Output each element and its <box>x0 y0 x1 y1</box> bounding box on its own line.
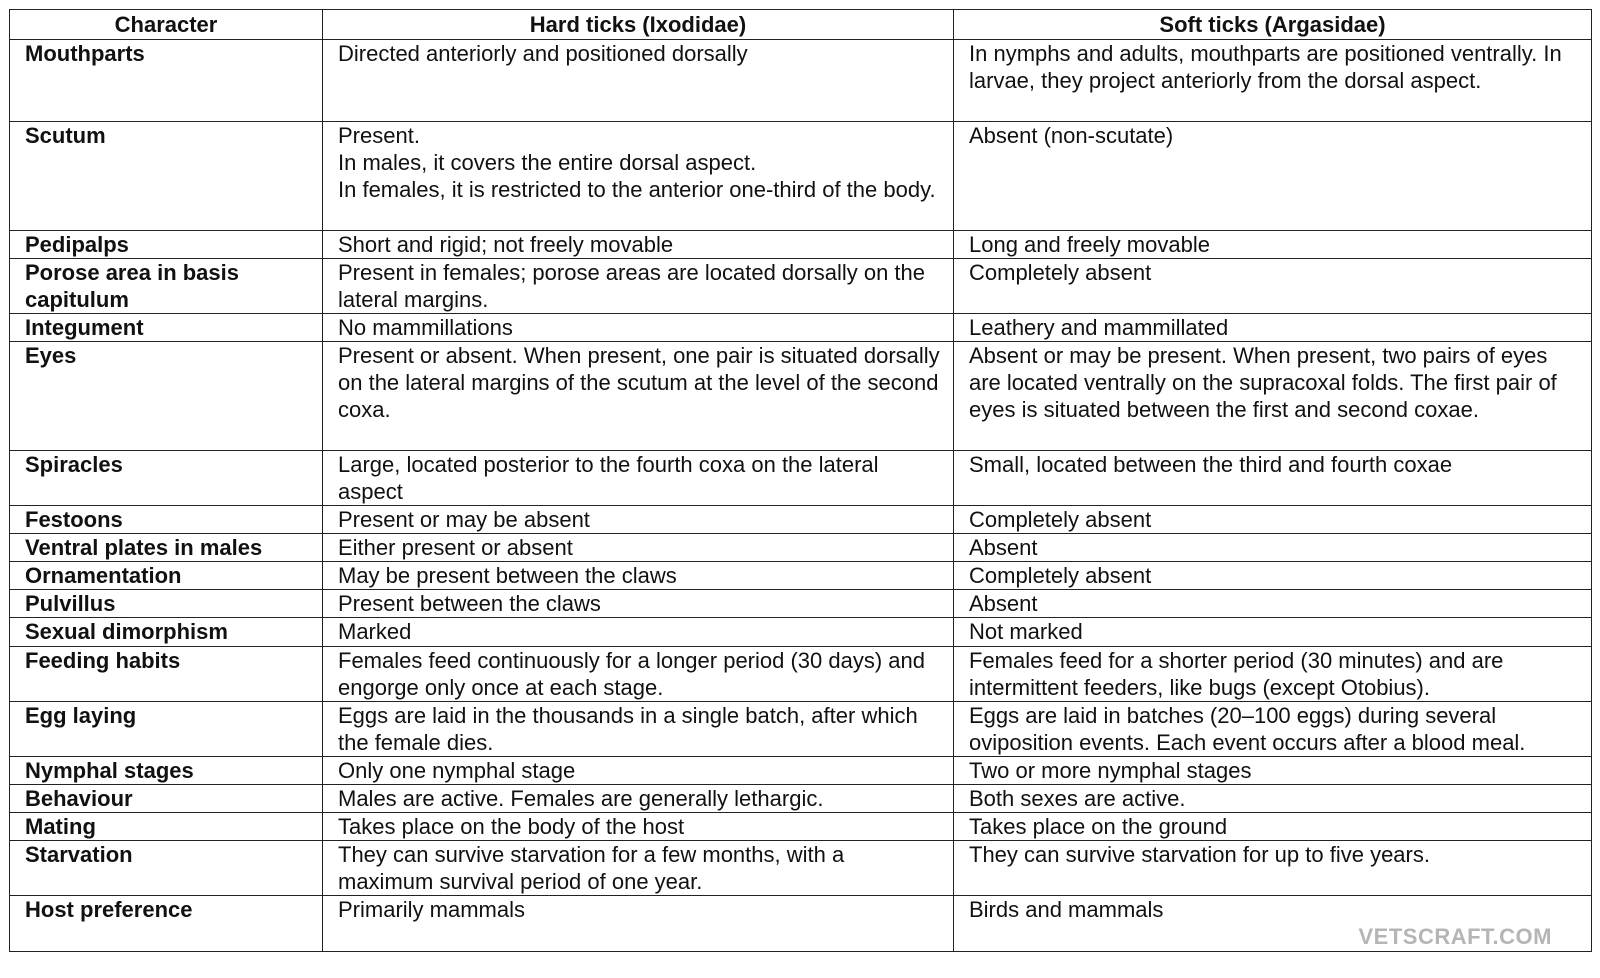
cell-character: Festoons <box>10 506 323 534</box>
cell-character: Ornamentation <box>10 562 323 590</box>
header-soft-ticks: Soft ticks (Argasidae) <box>954 10 1592 40</box>
cell-hard-ticks: Directed anteriorly and positioned dorsally <box>323 40 954 122</box>
table-row <box>10 896 1592 952</box>
cell-character: Pedipalps <box>10 231 323 259</box>
table-row <box>10 259 1592 314</box>
cell-soft-ticks: Both sexes are active. <box>954 785 1592 813</box>
table-row <box>10 702 1592 757</box>
cell-hard-ticks: Males are active. Females are generally lethargic. <box>323 785 954 813</box>
cell-hard-ticks: Eggs are laid in the thousands in a single batch, after which the female dies. <box>323 702 954 757</box>
cell-soft-ticks: Completely absent <box>954 562 1592 590</box>
table-body <box>10 40 1592 952</box>
tick-comparison-table <box>9 9 1592 952</box>
table-row <box>10 451 1592 506</box>
cell-character: Behaviour <box>10 785 323 813</box>
cell-hard-ticks: Primarily mammals <box>323 896 954 952</box>
table-row <box>10 534 1592 562</box>
table-row <box>10 647 1592 702</box>
table-row <box>10 562 1592 590</box>
cell-soft-ticks: Absent <box>954 590 1592 618</box>
cell-character: Spiracles <box>10 451 323 506</box>
cell-character: Scutum <box>10 122 323 231</box>
cell-hard-ticks: Females feed continuously for a longer period (30 days) and engorge only once at each stage. <box>323 647 954 702</box>
cell-soft-ticks: Leathery and mammillated <box>954 314 1592 342</box>
cell-hard-ticks: Short and rigid; not freely movable <box>323 231 954 259</box>
table-row <box>10 40 1592 122</box>
cell-hard-ticks: Present or may be absent <box>323 506 954 534</box>
cell-soft-ticks: They can survive starvation for up to five years. <box>954 841 1592 896</box>
comparison-table-container <box>9 9 1591 952</box>
cell-soft-ticks: Absent <box>954 534 1592 562</box>
cell-character: Pulvillus <box>10 590 323 618</box>
cell-hard-ticks: No mammillations <box>323 314 954 342</box>
cell-character: Starvation <box>10 841 323 896</box>
table-row <box>10 813 1592 841</box>
cell-soft-ticks: Two or more nymphal stages <box>954 757 1592 785</box>
cell-character: Feeding habits <box>10 647 323 702</box>
cell-hard-ticks: Takes place on the body of the host <box>323 813 954 841</box>
table-row <box>10 785 1592 813</box>
cell-soft-ticks: Birds and mammals <box>954 896 1592 952</box>
cell-hard-ticks: May be present between the claws <box>323 562 954 590</box>
cell-soft-ticks: Absent (non-scutate) <box>954 122 1592 231</box>
cell-character: Host preference <box>10 896 323 952</box>
cell-hard-ticks: Only one nymphal stage <box>323 757 954 785</box>
cell-hard-ticks: Present. In males, it covers the entire dorsal aspect. In females, it is restricted to the anterior one-third of the body. <box>323 122 954 231</box>
table-row <box>10 618 1592 647</box>
cell-hard-ticks: Present in females; porose areas are located dorsally on the lateral margins. <box>323 259 954 314</box>
cell-hard-ticks: Marked <box>323 618 954 647</box>
cell-hard-ticks: Large, located posterior to the fourth coxa on the lateral aspect <box>323 451 954 506</box>
cell-soft-ticks: Eggs are laid in batches (20–100 eggs) during several oviposition events. Each event occurs after a blood meal. <box>954 702 1592 757</box>
watermark-text: VETSCRAFT.COM <box>1358 924 1552 949</box>
cell-hard-ticks: Either present or absent <box>323 534 954 562</box>
header-hard-ticks: Hard ticks (Ixodidae) <box>323 10 954 40</box>
cell-character: Sexual dimorphism <box>10 618 323 647</box>
cell-character: Porose area in basis capitulum <box>10 259 323 314</box>
cell-soft-ticks: Small, located between the third and fourth coxae <box>954 451 1592 506</box>
cell-soft-ticks: Females feed for a shorter period (30 minutes) and are intermittent feeders, like bugs (except Otobius). <box>954 647 1592 702</box>
cell-soft-ticks: Absent or may be present. When present, two pairs of eyes are located ventrally on the supracoxal folds. The first pair of eyes is situated between the first and second coxae. <box>954 342 1592 451</box>
cell-character: Egg laying <box>10 702 323 757</box>
table-row <box>10 231 1592 259</box>
cell-soft-ticks: Completely absent <box>954 506 1592 534</box>
cell-character: Mouthparts <box>10 40 323 122</box>
cell-character: Mating <box>10 813 323 841</box>
cell-character: Ventral plates in males <box>10 534 323 562</box>
header-character: Character <box>10 10 323 40</box>
table-row <box>10 757 1592 785</box>
cell-character: Nymphal stages <box>10 757 323 785</box>
cell-soft-ticks: Long and freely movable <box>954 231 1592 259</box>
cell-hard-ticks: They can survive starvation for a few months, with a maximum survival period of one year. <box>323 841 954 896</box>
cell-soft-ticks: Not marked <box>954 618 1592 647</box>
cell-soft-ticks: Completely absent <box>954 259 1592 314</box>
cell-character: Eyes <box>10 342 323 451</box>
table-header-row <box>10 10 1592 40</box>
table-row <box>10 314 1592 342</box>
table-row <box>10 841 1592 896</box>
table-row <box>10 590 1592 618</box>
cell-soft-ticks: In nymphs and adults, mouthparts are positioned ventrally. In larvae, they project anteriorly from the dorsal aspect. <box>954 40 1592 122</box>
table-row <box>10 342 1592 451</box>
cell-character: Integument <box>10 314 323 342</box>
cell-hard-ticks: Present between the claws <box>323 590 954 618</box>
cell-hard-ticks: Present or absent. When present, one pair is situated dorsally on the lateral margins of the scutum at the level of the second coxa. <box>323 342 954 451</box>
table-row <box>10 506 1592 534</box>
cell-soft-ticks: Takes place on the ground <box>954 813 1592 841</box>
table-row <box>10 122 1592 231</box>
